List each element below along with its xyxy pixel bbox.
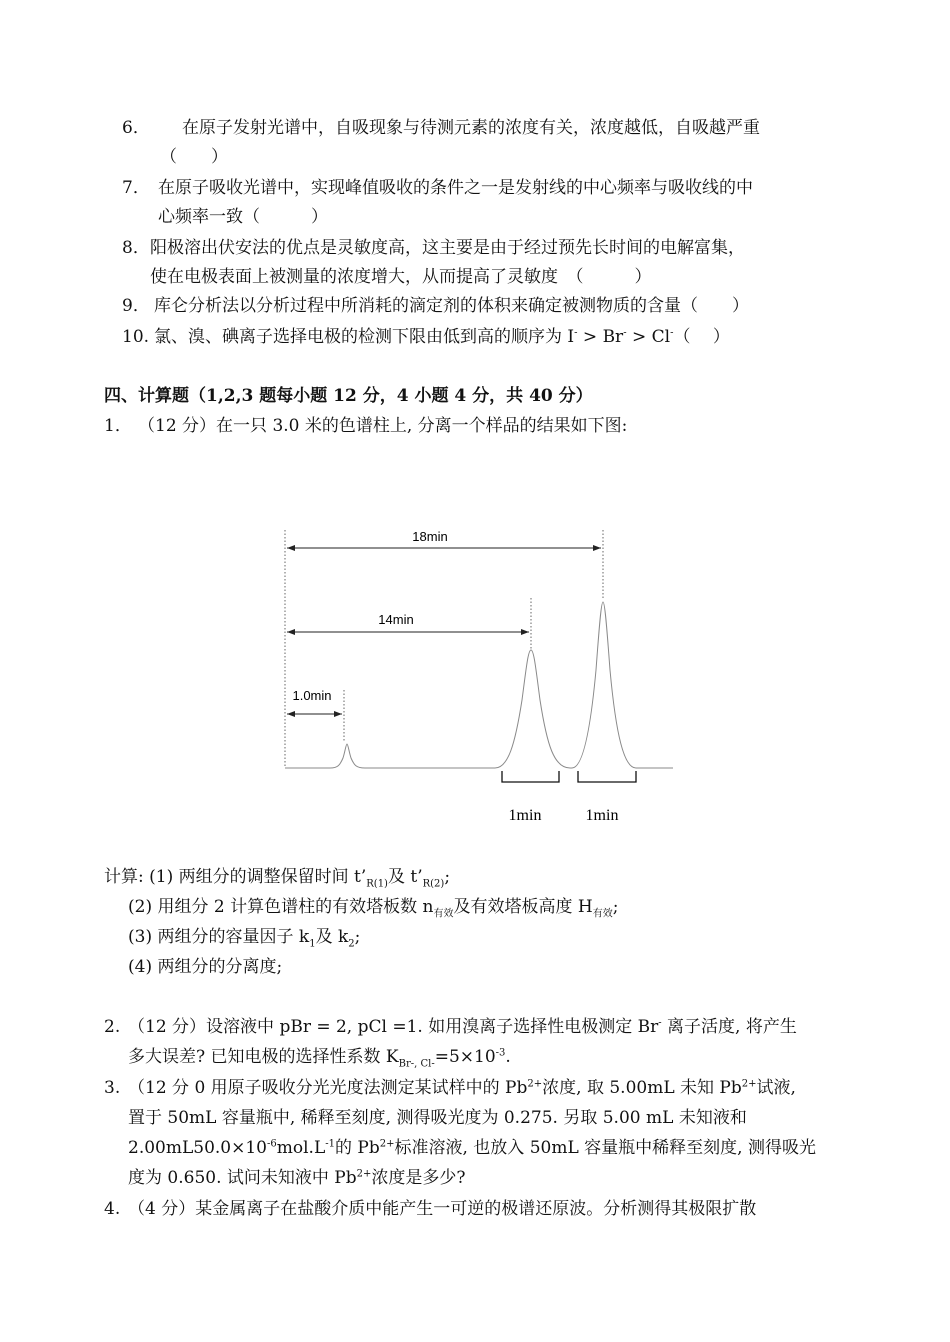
chromatogram-figure bbox=[270, 520, 690, 840]
calc-text: ; bbox=[444, 867, 451, 887]
width-label-1: 1min bbox=[508, 807, 542, 824]
question-text: . bbox=[505, 1047, 511, 1067]
item-text: （ ） bbox=[673, 327, 730, 347]
label-14min: 14min bbox=[378, 612, 414, 627]
arrowhead-left bbox=[287, 545, 295, 551]
question-3 bbox=[104, 1077, 796, 1099]
question-text: 的 Pb bbox=[335, 1138, 380, 1158]
item-text: 在原子发射光谱中，自吸现象与待测元素的浓度有关，浓度越低，自吸越严重 bbox=[182, 118, 760, 138]
tf-item-8-cont: 使在电极表面上被测量的浓度增大，从而提高了灵敏度 （ ） bbox=[150, 267, 652, 287]
subscript: 有效 bbox=[433, 908, 454, 920]
item-text: 库仑分析法以分析过程中所消耗的滴定剂的体积来确定被测物质的含量（ ） bbox=[154, 296, 749, 316]
peak-2-width-bracket bbox=[502, 771, 559, 782]
superscript: 2+ bbox=[741, 1078, 757, 1090]
superscript: - bbox=[670, 327, 674, 339]
question-text: 离子活度, 将产生 bbox=[661, 1017, 797, 1037]
superscript: 2+ bbox=[356, 1168, 372, 1180]
tf-item-8 bbox=[122, 237, 745, 259]
question-1 bbox=[104, 415, 627, 437]
tf-item-6 bbox=[122, 117, 760, 139]
tf-item-6-cont: （ ） bbox=[160, 147, 228, 167]
item-text: > Br bbox=[577, 327, 624, 347]
question-text: （12 分）设溶液中 pBr = 2, pCl =1. 如用溴离子选择性电极测定 Br bbox=[128, 1017, 659, 1037]
tf-item-10 bbox=[122, 326, 730, 348]
calc-line-1 bbox=[104, 866, 450, 888]
chromatogram-baseline-curve bbox=[285, 602, 673, 768]
question-2-cont bbox=[128, 1046, 511, 1068]
question-text: =5×10 bbox=[434, 1047, 496, 1067]
question-3-line-4 bbox=[128, 1167, 465, 1189]
calc-text: ; bbox=[354, 927, 361, 947]
superscript: 2+ bbox=[379, 1138, 395, 1150]
superscript: -6 bbox=[267, 1138, 277, 1150]
subscript: Br-, Cl- bbox=[398, 1058, 435, 1070]
arrowhead-right bbox=[521, 629, 529, 635]
question-number: 3. bbox=[104, 1078, 121, 1098]
subscript: 1 bbox=[309, 938, 316, 950]
calc-text: ; bbox=[612, 897, 619, 917]
question-3-line-3 bbox=[128, 1137, 816, 1159]
item-text: 在原子吸收光谱中，实现峰值吸收的条件之一是发射线的中心频率与吸收线的中 bbox=[158, 178, 753, 198]
calc-text: 及有效塔板高度 H bbox=[453, 897, 593, 917]
superscript: - bbox=[658, 1017, 662, 1029]
peak-3-width-bracket bbox=[578, 771, 636, 782]
question-text: 浓度是多少? bbox=[371, 1168, 466, 1188]
item-number: 8． bbox=[122, 238, 150, 258]
label-1min: 1.0min bbox=[292, 688, 332, 703]
arrowhead-left bbox=[287, 629, 295, 635]
question-number: 4. bbox=[104, 1199, 121, 1219]
item-text: 阳极溶出伏安法的优点是灵敏度高，这主要是由于经过预先长时间的电解富集， bbox=[150, 238, 745, 258]
question-text: 多大误差? 已知电极的选择性系数 K bbox=[128, 1047, 399, 1067]
question-text: 2.00mL50.0×10 bbox=[128, 1138, 267, 1158]
question-text: 试液, bbox=[756, 1078, 796, 1098]
subscript: 有效 bbox=[592, 908, 613, 920]
label-18min: 18min bbox=[412, 529, 448, 544]
question-text: （4 分）某金属离子在盐酸介质中能产生一可逆的极谱还原波。分析测得其极限扩散 bbox=[128, 1199, 757, 1219]
superscript: 2+ bbox=[527, 1078, 543, 1090]
superscript: - bbox=[574, 327, 578, 339]
question-text: mol.L bbox=[276, 1138, 326, 1158]
question-text: 度为 0.650. 试问未知液中 Pb bbox=[128, 1168, 357, 1188]
question-4 bbox=[104, 1198, 756, 1220]
superscript: -3 bbox=[495, 1047, 506, 1059]
tf-item-7-cont: 心频率一致（ ） bbox=[158, 207, 328, 227]
item-number: 7． bbox=[122, 178, 150, 198]
question-number: 1． bbox=[104, 416, 132, 436]
calc-line-2 bbox=[128, 896, 618, 918]
subscript: R(1) bbox=[366, 878, 388, 890]
item-number: 6． bbox=[122, 118, 150, 138]
question-text: 浓度, 取 5.00mL 未知 Pb bbox=[542, 1078, 742, 1098]
subscript: 2 bbox=[348, 938, 355, 950]
question-3-line-2: 置于 50mL 容量瓶中, 稀释至刻度, 测得吸光度为 0.275. 另取 5.00 mL 未知液和 bbox=[128, 1108, 747, 1128]
calc-line-4: (4) 两组分的分离度; bbox=[128, 957, 283, 977]
item-text: 氯、溴、碘离子选择电极的检测下限由低到高的顺序为 I bbox=[154, 327, 575, 347]
tf-item-9 bbox=[122, 295, 749, 317]
subscript: R(2) bbox=[422, 878, 445, 890]
section-title: 四、计算题（1,2,3 题每小题 12 分，4 小题 4 分，共 40 分） bbox=[104, 386, 593, 406]
item-number: 10. bbox=[122, 327, 150, 347]
item-text: > Cl bbox=[626, 327, 671, 347]
calc-line-3 bbox=[128, 926, 360, 948]
superscript: -1 bbox=[325, 1138, 335, 1150]
question-number: 2. bbox=[104, 1017, 121, 1037]
arrowhead-right bbox=[334, 711, 342, 717]
arrowhead-left bbox=[287, 711, 295, 717]
arrowhead-right bbox=[593, 545, 601, 551]
question-2 bbox=[104, 1016, 797, 1038]
question-text: （12 分）在一只 3.0 米的色谱柱上, 分离一个样品的结果如下图: bbox=[138, 416, 628, 436]
calc-text: 及 t’ bbox=[387, 867, 423, 887]
superscript: - bbox=[623, 327, 627, 339]
width-label-2: 1min bbox=[585, 807, 619, 824]
item-number: 9． bbox=[122, 296, 150, 316]
calc-text: (2) 用组分 2 计算色谱柱的有效塔板数 n bbox=[128, 897, 434, 917]
tf-item-7 bbox=[122, 177, 753, 199]
calc-text: 及 k bbox=[315, 927, 349, 947]
question-text: （12 分 0 用原子吸收分光光度法测定某试样中的 Pb bbox=[128, 1078, 528, 1098]
calc-text: (3) 两组分的容量因子 k bbox=[128, 927, 310, 947]
question-text: 标准溶液, 也放入 50mL 容量瓶中稀释至刻度, 测得吸光 bbox=[394, 1138, 816, 1158]
calc-text: 计算: (1) 两组分的调整保留时间 t’ bbox=[104, 867, 367, 887]
